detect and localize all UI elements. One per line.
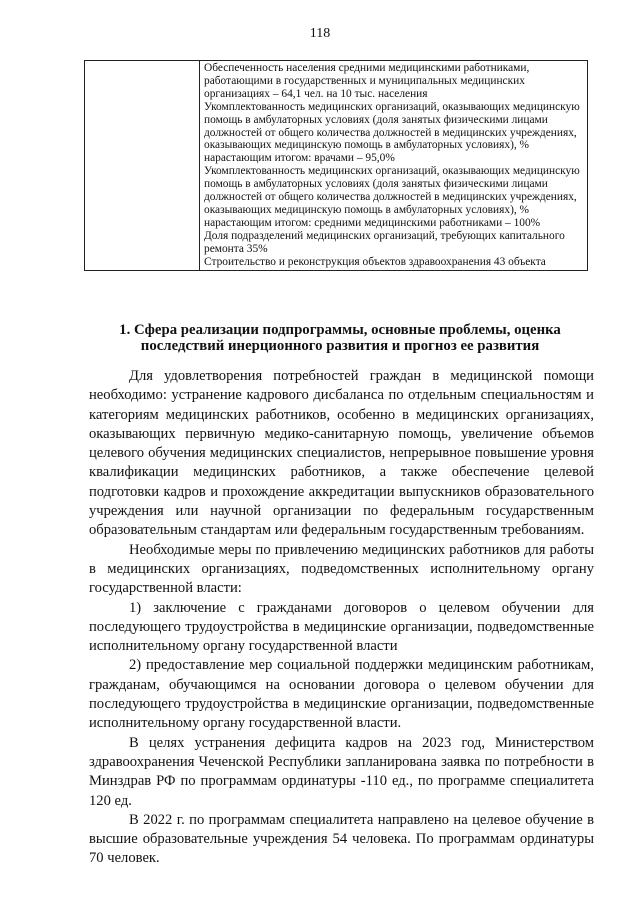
indicators-table [84,60,588,271]
table-row [85,61,588,271]
list-item: 1) заключение с гражданами договоров о целевом обучении для последующего трудоустройства в медицинские организации, подведомственные исполнительному органу государственной власти [89,599,594,655]
indicator-staffing-mid-level: Укомплектованность медицинских организаций, оказывающих медицинскую помощь в амбулаторных условиях (доля занятых физическими лицами должностей от общего количества должностей в медицинских учреждениях, оказывающих медицинскую помощь в амбулаторных условиях), % нарастающим итогом: средними медицинскими работниками – 100% [204,165,580,229]
list-item: 2) предоставление мер социальной поддержки медицинским работникам, гражданам, обучающимся на основании договора о целевом обучении для последующего трудоустройства в медицинские организации, подведомственные исполнительному органу государственной власти. [89,657,594,732]
paragraph: Необходимые меры по привлечению медицинских работников для работы в медицинских организациях, подведомственных исполнительному органу государственной власти: [89,541,594,597]
table-cell-indicators [200,61,588,271]
body-text [89,367,594,869]
table-cell-empty [85,61,200,271]
section-heading: 1. Сфера реализации подпрограммы, основные проблемы, оценка последствий инерционного развития и прогноз ее развития [119,322,561,354]
indicator-staffing-nurses: Обеспеченность населения средними медицинскими работниками, работающими в государственных и муниципальных медицинских организациях – 64,1 чел. на 10 тыс. населения [204,62,530,100]
paragraph: В 2022 г. по программам специалитета направлено на целевое обучение в высшие образовательные учреждения 54 человека. По программам ординатуры 70 человек. [89,811,594,867]
paragraph: Для удовлетворения потребностей граждан в медицинской помощи необходимо: устранение кадрового дисбаланса по отдельным специальностям и категориям медицинских работников, особенно в медицинских организациях, оказывающих первичную медико-санитарную помощь, увеличение объемов целевого обучения медицинских специалистов, непрерывное повышение уровня квалификации медицинских работников, а также обеспечение целевой подготовки кадров и прохождение аккредитации выпускников образовательного учреждения или научной организации по федеральным государственным образовательным стандартам или федеральным государственным требованиям. [89,368,594,539]
paragraph: В целях устранения дефицита кадров на 2023 год, Министерством здравоохранения Чеченской Республики запланирована заявка по потребности в Минздрав РФ по программам ординатуры -110 ед., по программе специалитета 120 ед. [89,734,594,809]
indicator-repair-share: Доля подразделений медицинских организаций, требующих капитального ремонта 35% [204,229,565,255]
page-number: 118 [309,26,331,41]
indicator-construction: Строительство и реконструкция объектов здравоохранения 43 объекта [204,255,546,268]
indicator-staffing-doctors: Укомплектованность медицинских организаций, оказывающих медицинскую помощь в амбулаторных условиях (доля занятых физическими лицами должностей от общего количества должностей в медицинских учреждениях, оказывающих медицинскую помощь в амбулаторных условиях), % нарастающим итогом: врачами – 95,0% [204,100,580,165]
